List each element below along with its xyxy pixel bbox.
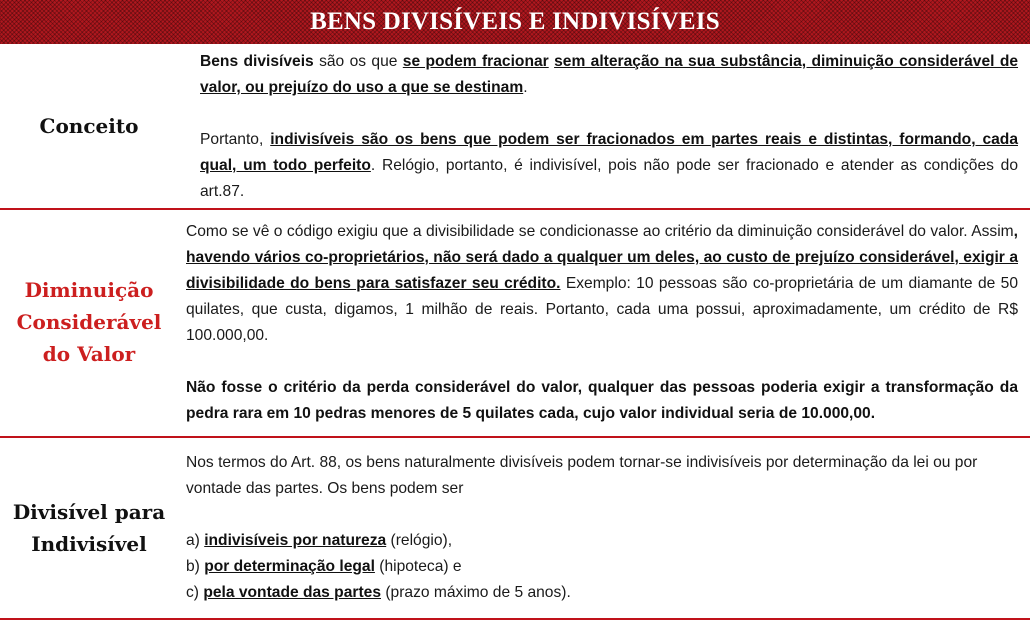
paragraph bbox=[186, 219, 1018, 349]
text-run: sem alteração na sua substância, diminuição considerável de valor, ou prejuízo do uso a que se destinam bbox=[200, 53, 1019, 96]
row-divider bbox=[0, 208, 1030, 210]
text-run: são os que bbox=[313, 53, 403, 70]
text-run: Como se vê o código exigiu que a divisibilidade se condicionasse ao critério da diminuição considerável do valor. Assim bbox=[186, 223, 1014, 240]
text-run: (prazo máximo de 5 anos). bbox=[381, 584, 571, 601]
row-label-conceito: Conceito bbox=[39, 114, 139, 138]
text-run: . Relógio, portanto, é indivisível, pois não pode ser fracionado e atender as condições do art.87. bbox=[200, 157, 1019, 200]
text-run: Bens divisíveis bbox=[200, 53, 314, 70]
text-run: por determinação legal bbox=[204, 558, 375, 575]
title-bar bbox=[0, 0, 1030, 44]
paragraph bbox=[186, 450, 1006, 502]
text-run: Portanto, bbox=[200, 131, 271, 148]
paragraph bbox=[186, 375, 1018, 427]
text-run: pela vontade das partes bbox=[203, 584, 381, 601]
text-run: a) bbox=[186, 532, 205, 549]
text-run: Nos termos do Art. 88, os bens naturalmente divisíveis podem tornar-se indivisíveis por determinação da lei ou por vontade das partes. Os bens podem ser bbox=[186, 454, 978, 497]
list-item bbox=[186, 554, 1006, 580]
text-run: Não fosse o critério da perda considerável do valor, qualquer das pessoas poderia exigir a transformação da pedra rara em 10 pedras menores de 5 quilates cada, cujo valor individual seria de 10.000,00. bbox=[186, 379, 1018, 422]
page-title: BENS DIVISÍVEIS E INDIVISÍVEIS bbox=[310, 8, 720, 35]
paragraph bbox=[200, 127, 1018, 205]
text-run: indivisíveis por natureza bbox=[204, 532, 387, 549]
text-run: c) bbox=[186, 584, 204, 601]
row-label-divisivel: Divisível para Indivisível bbox=[12, 500, 166, 556]
row-content-conceito bbox=[200, 49, 1018, 205]
paragraph bbox=[200, 49, 1018, 101]
text-run: indivisíveis são os bens que podem ser fracionados em partes reais e distintas, formando, cada qual, um todo perfeito bbox=[200, 131, 1018, 174]
list-item bbox=[186, 528, 1006, 554]
text-run: , havendo vários co-proprietários, não será dado a qualquer um deles, ao custo de prejuízo considerável, exigir a divisibilidade do bens para satisfazer seu crédito. bbox=[186, 223, 1018, 292]
list-item bbox=[186, 580, 1006, 606]
text-run: se podem fracionar bbox=[402, 53, 549, 70]
row-label-diminuicao: Diminuição Considerável do Valor bbox=[16, 278, 162, 366]
text-run: (hipoteca) e bbox=[374, 558, 462, 575]
row-divider bbox=[0, 436, 1030, 438]
text-run: b) bbox=[186, 558, 205, 575]
text-run: Exemplo: 10 pessoas são co-proprietária de um diamante de 50 quilates, que custa, digamos, 1 milhão de reais. Portanto, cada uma possui, aproximadamente, um crédito de R$ 100.000,00. bbox=[186, 275, 1018, 344]
row-content-divisivel bbox=[186, 450, 1006, 606]
row-content-diminuicao bbox=[186, 219, 1018, 427]
text-run: (relógio), bbox=[386, 532, 453, 549]
row-divider bbox=[0, 618, 1030, 620]
text-run: . bbox=[523, 79, 528, 96]
